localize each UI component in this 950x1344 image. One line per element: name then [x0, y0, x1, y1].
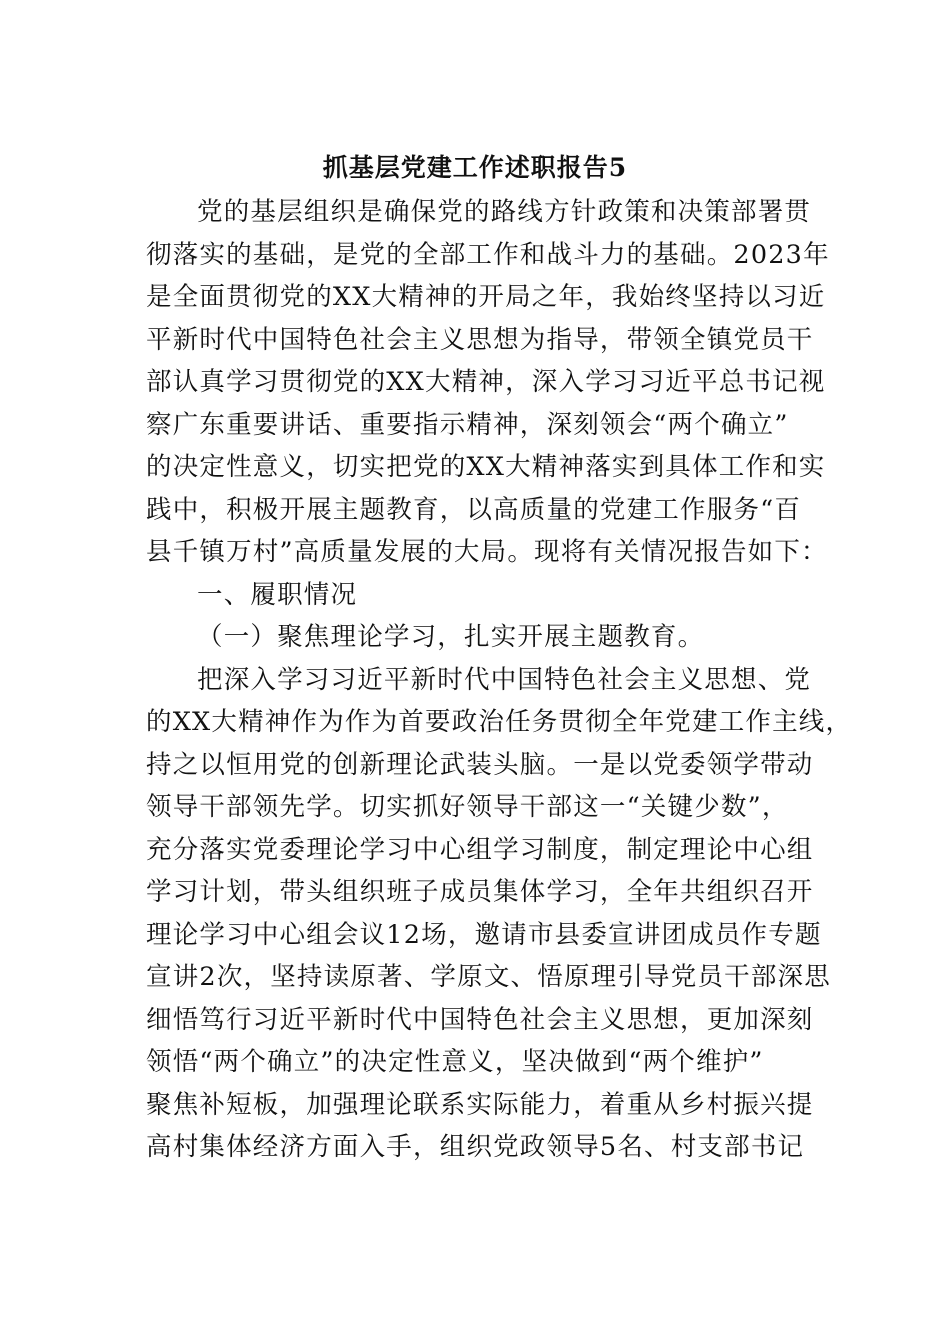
- text-line: 宣讲2次，坚持读原著、学原文、悟原理引导党员干部深思: [146, 962, 831, 992]
- text-line: 的XX大精神作为作为首要政治任务贯彻全年党建工作主线，: [146, 707, 853, 737]
- text-line: 聚焦补短板，加强理论联系实际能力，着重从乡村振兴提: [146, 1089, 814, 1120]
- text-line: 践中，积极开展主题教育，以高质量的党建工作服务“百: [146, 494, 802, 525]
- text-line: 理论学习中心组会议12场，邀请市县委宣讲团成员作专题: [146, 919, 822, 950]
- text-line: 高村集体经济方面入手，组织党政领导5名、村支部书记: [146, 1132, 805, 1162]
- text-line: 领悟“两个确立”的决定性意义，坚决做到“两个维护”: [146, 1047, 764, 1077]
- document-title: 抓基层党建工作述职报告5: [322, 153, 628, 182]
- document-body: [146, 191, 853, 1169]
- text-line: 党的基层组织是确保党的路线方针政策和决策部署贯: [197, 197, 812, 227]
- text-line: 把深入学习习近平新时代中国特色社会主义思想、党: [197, 664, 812, 695]
- text-line: 平新时代中国特色社会主义思想为指导，带领全镇党员干: [146, 324, 814, 355]
- text-line: 是全面贯彻党的XX大精神的开局之年，我始终坚持以习近: [146, 282, 826, 312]
- text-line: 领导干部领先学。切实抓好领导干部这一“关键少数”，: [146, 792, 789, 822]
- text-line: 县千镇万村”高质量发展的大局。现将有关情况报告如下：: [146, 537, 828, 567]
- intro-paragraph: [146, 191, 830, 574]
- text-line: 学习计划，带头组织班子成员集体学习，全年共组织召开: [146, 877, 814, 907]
- text-line: 充分落实党委理论学习中心组学习制度，制定理论中心组: [146, 834, 814, 865]
- body-paragraph: [146, 659, 853, 1169]
- text-line: 持之以恒用党的创新理论武装头脑。一是以党委领学带动: [146, 749, 814, 780]
- text-line: 的决定性意义，切实把党的XX大精神落实到具体工作和实: [146, 452, 826, 482]
- text-line: 细悟笃行习近平新时代中国特色社会主义思想，更加深刻: [146, 1004, 814, 1035]
- text-line: 察广东重要讲话、重要指示精神，深刻领会“两个确立”: [146, 409, 789, 440]
- text-line: 彻落实的基础，是党的全部工作和战斗力的基础。2023年: [146, 239, 830, 270]
- subsection-heading: （一）聚焦理论学习，扎实开展主题教育。: [197, 622, 705, 652]
- section-heading: 一、履职情况: [197, 579, 358, 610]
- text-line: 部认真学习贯彻党的XX大精神，深入学习习近平总书记视: [146, 367, 826, 397]
